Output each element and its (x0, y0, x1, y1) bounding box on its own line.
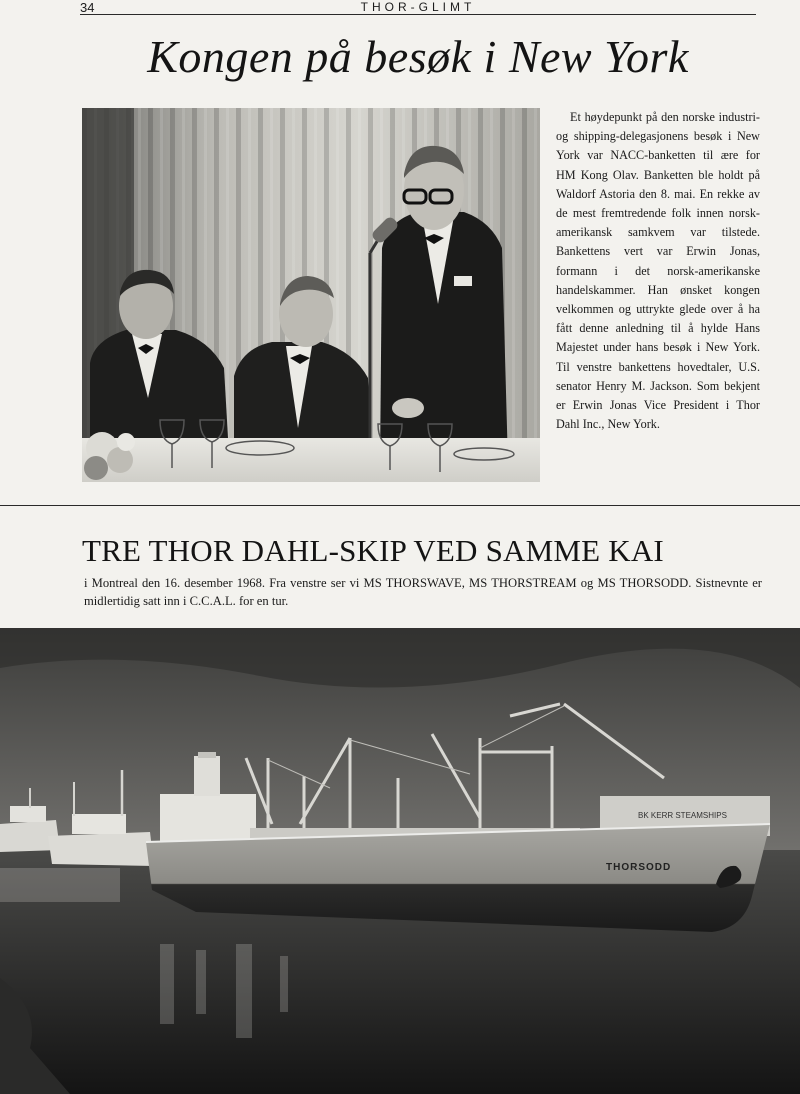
article-title: Kongen på besøk i New York (147, 31, 689, 82)
article-body: Et høydepunkt på den norske industri- og shipping-delegasjonens besøk i New York var NACC-banketten til ære for HM Kong Olav. Banketten ble holdt på Waldorf Astoria den 8. mai. En rekke av de mest fremtredende folk innen norsk-amerikansk samkvem var tilstede. Bankettens vert var Erwin Jonas, formann i det norsk-amerikanske handelskammer. Han ønsket kongen velkommen og uttrykte glede over å ha fått denne anledning til å hylde Hans Majestet under hans besøk i New York. Til venstre bankettens hovedtaler, U.S. senator Henry M. Jackson. Som bekjent er Erwin Jonas Vice President i Thor Dahl Inc., New York. (556, 110, 760, 432)
ship-name-label: THORSODD (606, 862, 672, 873)
warehouse-sign: BK KERR STEAMSHIPS (638, 811, 727, 820)
magazine-name: THOR-GLIMT (360, 0, 476, 14)
ships-photo (0, 628, 800, 1094)
page-number: 34 (80, 0, 95, 15)
section-divider (0, 505, 800, 506)
banquet-photo-image (82, 108, 540, 482)
running-head (80, 0, 756, 15)
banquet-photo (82, 108, 540, 482)
section-headline: TRE THOR DAHL-SKIP VED SAMME KAI (82, 533, 664, 568)
photo-caption: i Montreal den 16. desember 1968. Fra venstre ser vi MS THORSWAVE, MS THORSTREAM og MS THORSODD. Sistnevnte er midlertidig satt inn i C.C.A.L. for en tur. (84, 576, 762, 608)
ships-photo-image (0, 628, 800, 1094)
